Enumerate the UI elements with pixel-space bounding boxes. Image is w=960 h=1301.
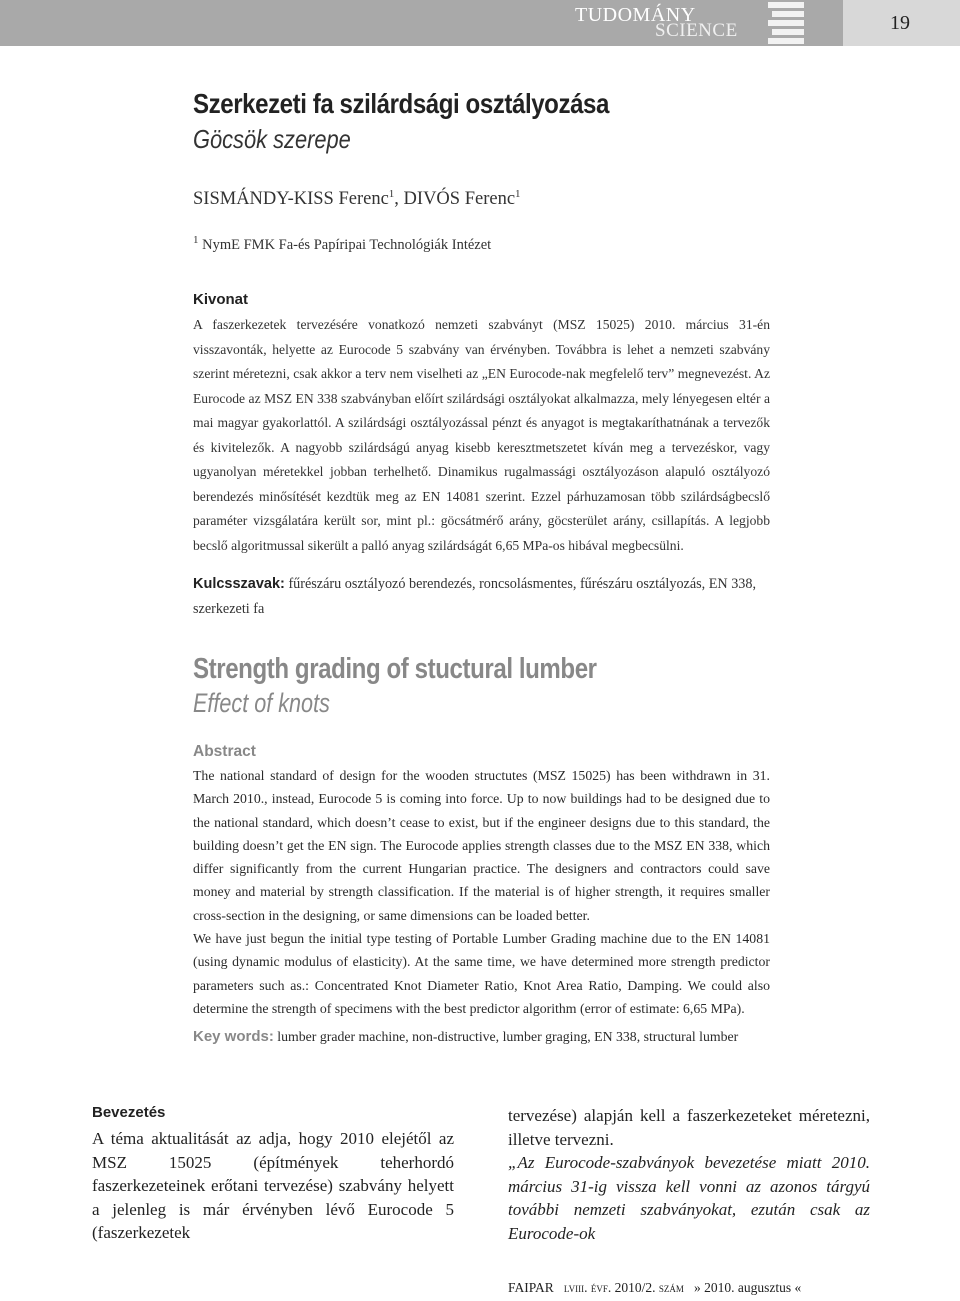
affiliation — [193, 234, 491, 254]
affiliation-marker: 1 — [193, 234, 199, 246]
introduction-quote: „Az Eurocode-szabványok bevezetése miatt 2010. március 31-ig vissza kell vonni az azonos tárgyú további nemzeti szabványokat, ezután csak az Eurocode-ok — [508, 1153, 870, 1243]
introduction-paragraph: tervezése) alapján kell a faszerkezeteket méretezni, illetve tervezni. — [508, 1106, 870, 1149]
abstract-heading-en: Abstract — [193, 743, 256, 760]
section-label-hu: TUDOMÁNY — [575, 4, 696, 26]
introduction-right-column — [508, 1104, 870, 1245]
author-name: SISMÁNDY-KISS Ferenc — [193, 189, 389, 210]
abstract-body-hu: A faszerkezetek tervezésére vonatkozó nemzeti szabványt (MSZ 15025) 2010. március 31-én visszavonták, helyette az Eurocode 5 szabvány van érvényben. Továbbra is lehet a nemzeti szabvány szerint méretezni, csak akkor a terv nem viselheti az „EN Eurocode-nak megfelelő terv” megnevezést. Az Eurocode az MSZ EN 338 szabványban előírt szilárdsági osztályokat alkalmazza, mely lényegesen eltér a mai magyar gyakorlattól. A szilárdsági osztályozással pénzt és anyagot is megtakaríthatnának a tervezők és kivitelezők. A nagyobb szilárdságú anyag kisebb keresztmetszetet kíván meg a tervezéskor, vagy ugyanolyan méretekkel jobban terhelhető. Dinamikus rugalmassági osztályozáson alapuló osztályozó berendezés minősítését kezdtük meg az EN 14081 szerint. Ezzel párhuzamosan több szilárdságbecslő paraméter vizsgálatára került sor, mint pl.: göcsátmérő arány, göcsterület arány, csillapítás. A legjobb becslő algoritmussal sikerült a palló anyag szilárdságát 6,65 MPa-os hibával megbecsülni. — [193, 317, 770, 553]
keywords-en — [193, 1025, 793, 1048]
journal-date: » 2010. augusztus « — [693, 1280, 802, 1295]
author-line — [193, 188, 521, 210]
section-label-en: SCIENCE — [655, 20, 738, 41]
keywords-text-en: lumber grader machine, non-distructive, lumber graging, EN 338, structural lumber — [273, 1029, 739, 1044]
author-name: DIVÓS Ferenc — [403, 189, 516, 210]
keywords-label-hu: Kulcsszavak: — [193, 576, 285, 592]
stripes-decoration-icon — [768, 2, 804, 44]
abstract-paragraph: The national standard of design for the wooden structutes (MSZ 15025) has been withdrawn in 31. March 2010., instead, Eurocode 5 is coming into force. Up to now buildings had to be designed due to the national standard, which doesn’t cease to exist, but if the engineer designs due to this standard, the building doesn’t get the EN sign. The Eurocode applies strength classes due to the MSZ EN 338, which differ significantly from the current Hungarian practice. The designers and contractors could save money and material by strength classification. If the material is of higher strength, it requires smaller cross-section in the designing, or same dimensions can be loaded better. — [193, 768, 770, 923]
keywords-text-hu: fűrészáru osztályozó berendezés, roncsolásmentes, fűrészáru osztályozás, EN 338, szerkezeti fa — [193, 576, 757, 617]
abstract-heading-hu: Kivonat — [193, 291, 249, 308]
article-subtitle-hu: Göcsök szerepe — [193, 124, 351, 154]
author-separator: , — [394, 189, 404, 210]
abstract-body-en — [193, 764, 770, 1020]
keywords-hu — [193, 572, 770, 621]
article-title-en: Strength grading of stuctural lumber — [193, 653, 597, 685]
journal-volume: lviii. évf. 2010/2. szám — [563, 1280, 684, 1295]
journal-name: FAIPAR — [508, 1280, 554, 1295]
affiliation-marker: 1 — [515, 188, 521, 200]
page-number: 19 — [890, 12, 910, 34]
article-title-hu: Szerkezeti fa szilárdsági osztályozása — [193, 88, 609, 119]
abstract-paragraph: We have just begun the initial type testing of Portable Lumber Grading machine due to the EN 14081 (using dynamic modulus of elasticity). At the same time, we have determined more strength predictor parameters such as.: Concentrated Knot Diameter Ratio, Knot Area Ratio, Damping. We could also determine the strength of specimens with the best predictor algorithm (error of estimate: 6,65 MPa). — [193, 931, 770, 1016]
introduction-left-column: A téma aktualitását az adja, hogy 2010 elejétől az MSZ 15025 (építmények teherhordó faszerkezeteinek erőtani tervezése) szabvány helyett a jelenleg is már érvényben lévő Eurocode 5 (faszerkezetek — [92, 1129, 454, 1242]
article-subtitle-en: Effect of knots — [193, 688, 330, 718]
journal-footer — [508, 1280, 801, 1296]
section-heading-introduction: Bevezetés — [92, 1104, 166, 1121]
keywords-label-en: Key words: — [193, 1028, 274, 1045]
affiliation-text: NymE FMK Fa-és Papíripai Technológiák Intézet — [198, 236, 492, 253]
affiliation-marker: 1 — [388, 188, 395, 200]
